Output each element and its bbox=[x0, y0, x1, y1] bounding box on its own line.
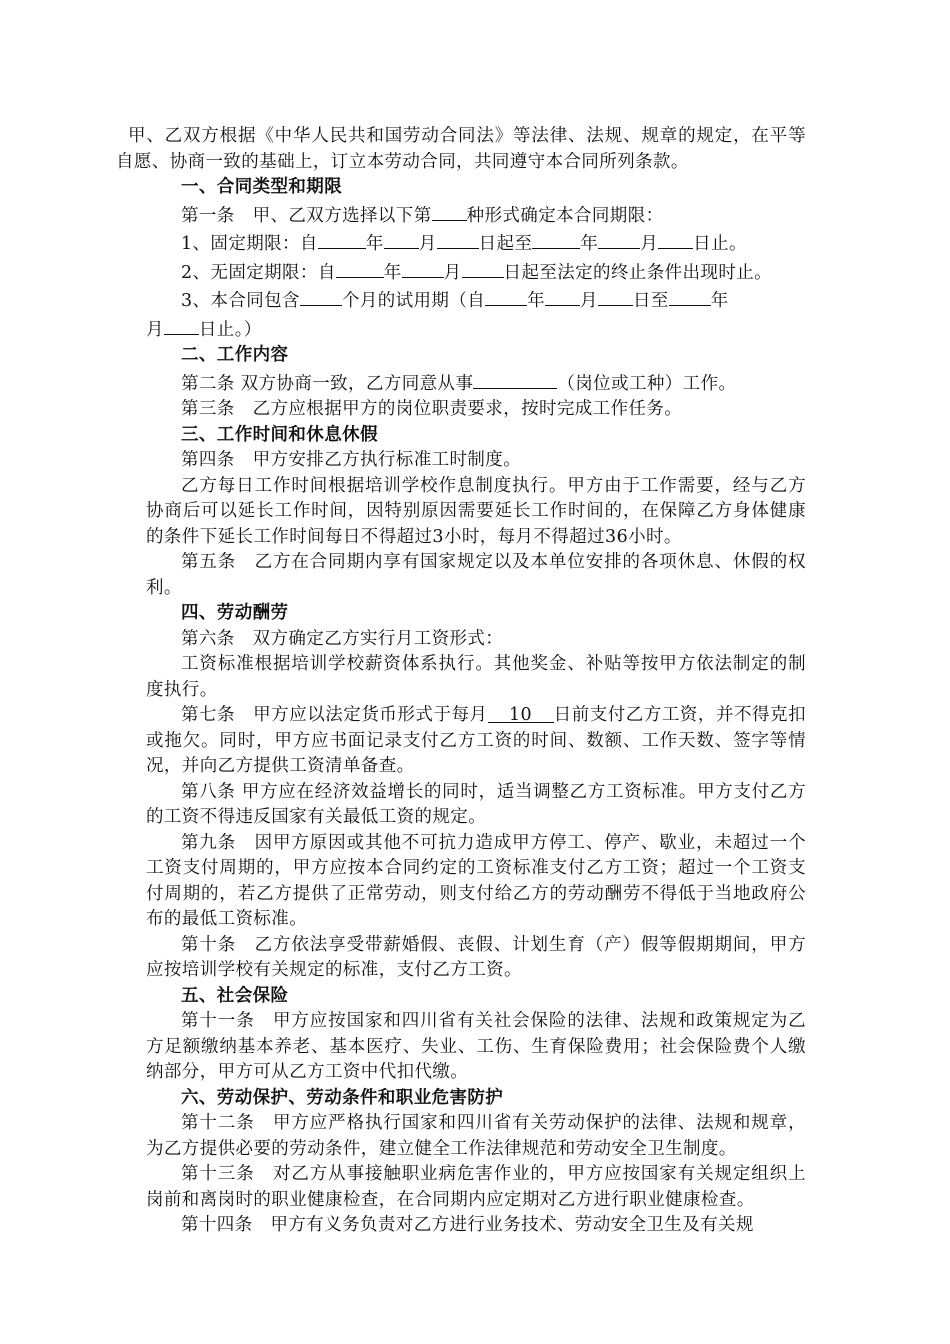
probation-start-year-blank[interactable] bbox=[485, 286, 527, 306]
section-5-heading: 五、社会保险 bbox=[181, 985, 289, 1006]
probation-end-year-blank[interactable] bbox=[669, 286, 711, 306]
probation-start-day-blank[interactable] bbox=[598, 286, 633, 306]
article-11: 第十一条 甲方应按国家和四川省有关社会保险的法律、法规和政策规定为乙方足额缴纳基本养老、基本医疗、失业、工伤、生育保险费用；社会保险费个人缴纳部分，甲方可从乙方工资中代扣代缴。 bbox=[146, 1011, 806, 1082]
open-start-day-blank[interactable] bbox=[462, 258, 504, 278]
article-9: 第九条 因甲方原因或其他不可抗力造成甲方停工、停产、歇业，未超过一个工资支付周期的，甲方应按本合同约定的工资标准支付乙方工资；超过一个工资支付周期的，若乙方提供了正常劳动，则支付给乙方的劳动酬劳不得低于当地政府公布的最低工资标准。 bbox=[146, 832, 806, 929]
article-3: 第三条 乙方应根据甲方的岗位职责要求，按时完成工作任务。 bbox=[181, 399, 683, 419]
end-year-blank[interactable] bbox=[532, 229, 580, 249]
article-4-paragraph: 乙方每日工作时间根据培训学校作息制度执行。甲方由于工作需要，经与乙方协商后可以延长工作时间，因特别原因需要延长工作时间的，在保障乙方身体健康的条件下延长工作时间每日不得超过3小时，每月不得超过36小时。 bbox=[146, 475, 806, 547]
option-1-fixed-term: 1、固定期限：自 年 月 日起至 年 月 日止。 bbox=[146, 229, 806, 258]
contract-form-blank[interactable] bbox=[432, 201, 467, 221]
open-start-month-blank[interactable] bbox=[402, 258, 444, 278]
start-month-blank[interactable] bbox=[384, 229, 419, 249]
article-6-paragraph: 工资标准根据培训学校薪资体系执行。其他奖金、补贴等按甲方依法制定的制度执行。 bbox=[146, 654, 806, 700]
end-day-blank[interactable] bbox=[658, 229, 693, 249]
article-5: 第五条 乙方在合同期内享有国家规定以及本单位安排的各项休息、休假的权利。 bbox=[146, 552, 806, 598]
contract-body bbox=[116, 124, 806, 1239]
start-year-blank[interactable] bbox=[318, 229, 366, 249]
article-14: 第十四条 甲方有义务负责对乙方进行业务技术、劳动安全卫生及有关规 bbox=[181, 1215, 754, 1235]
probation-end-day-blank[interactable] bbox=[164, 315, 199, 335]
article-2: 第二条 双方协商一致，乙方同意从事 （岗位或工种）工作。 bbox=[146, 369, 806, 398]
section-3-heading: 三、工作时间和休息休假 bbox=[181, 424, 378, 445]
article-13: 第十三条 对乙方从事接触职业病危害作业的，甲方应按国家有关规定组织上岗前和离岗时的职业健康检查，在合同期内应定期对乙方进行职业健康检查。 bbox=[146, 1164, 806, 1210]
intro-paragraph: 甲、乙双方根据《中华人民共和国劳动合同法》等法律、法规、规章的规定，在平等自愿、协商一致的基础上，订立本劳动合同，共同遵守本合同所列条款。 bbox=[116, 126, 806, 172]
option-2-open-term: 2、无固定期限：自 年 月 日起至法定的终止条件出现时止。 bbox=[146, 258, 806, 287]
article-7: 第七条 甲方应以法定货币形式于每月 10 日前支付乙方工资，并不得克扣或拖欠。同时，甲方应书面记录支付乙方工资的时间、数额、工作天数、签字等情况，并向乙方提供工资清单备查。 bbox=[146, 705, 806, 776]
article-8: 第八条 甲方应在经济效益增长的同时，适当调整乙方工资标准。甲方支付乙方的工资不得违反国家有关最低工资的规定。 bbox=[146, 781, 806, 827]
pay-day-field[interactable]: 10 bbox=[488, 703, 554, 723]
end-month-blank[interactable] bbox=[598, 229, 640, 249]
option-3-probation: 3、本合同包含 个月的试用期（自 年 月 日至 年 月 日止。） bbox=[146, 286, 806, 343]
section-2-heading: 二、工作内容 bbox=[181, 345, 289, 365]
job-position-blank[interactable] bbox=[473, 369, 557, 389]
probation-start-month-blank[interactable] bbox=[545, 286, 580, 306]
article-6: 第六条 双方确定乙方实行月工资形式： bbox=[181, 628, 504, 649]
article-10: 第十条 乙方依法享受带薪婚假、丧假、计划生育（产）假等假期期间，甲方应按培训学校有关规定的标准，支付乙方工资。 bbox=[146, 934, 806, 980]
section-4-heading: 四、劳动酬劳 bbox=[181, 603, 289, 623]
probation-months-blank[interactable] bbox=[300, 286, 342, 306]
section-1-heading: 一、合同类型和期限 bbox=[181, 177, 343, 197]
open-start-year-blank[interactable] bbox=[336, 258, 384, 278]
article-12: 第十二条 甲方应严格执行国家和四川省有关劳动保护的法律、法规和规章，为乙方提供必要的劳动条件，建立健全工作法律规范和劳动安全卫生制度。 bbox=[146, 1113, 806, 1159]
start-day-blank[interactable] bbox=[437, 229, 479, 249]
section-6-heading: 六、劳动保护、劳动条件和职业危害防护 bbox=[181, 1087, 504, 1108]
article-1: 第一条 甲、乙双方选择以下第 种形式确定本合同期限： bbox=[146, 201, 806, 230]
article-4: 第四条 甲方安排乙方执行标准工时制度。 bbox=[181, 450, 522, 470]
